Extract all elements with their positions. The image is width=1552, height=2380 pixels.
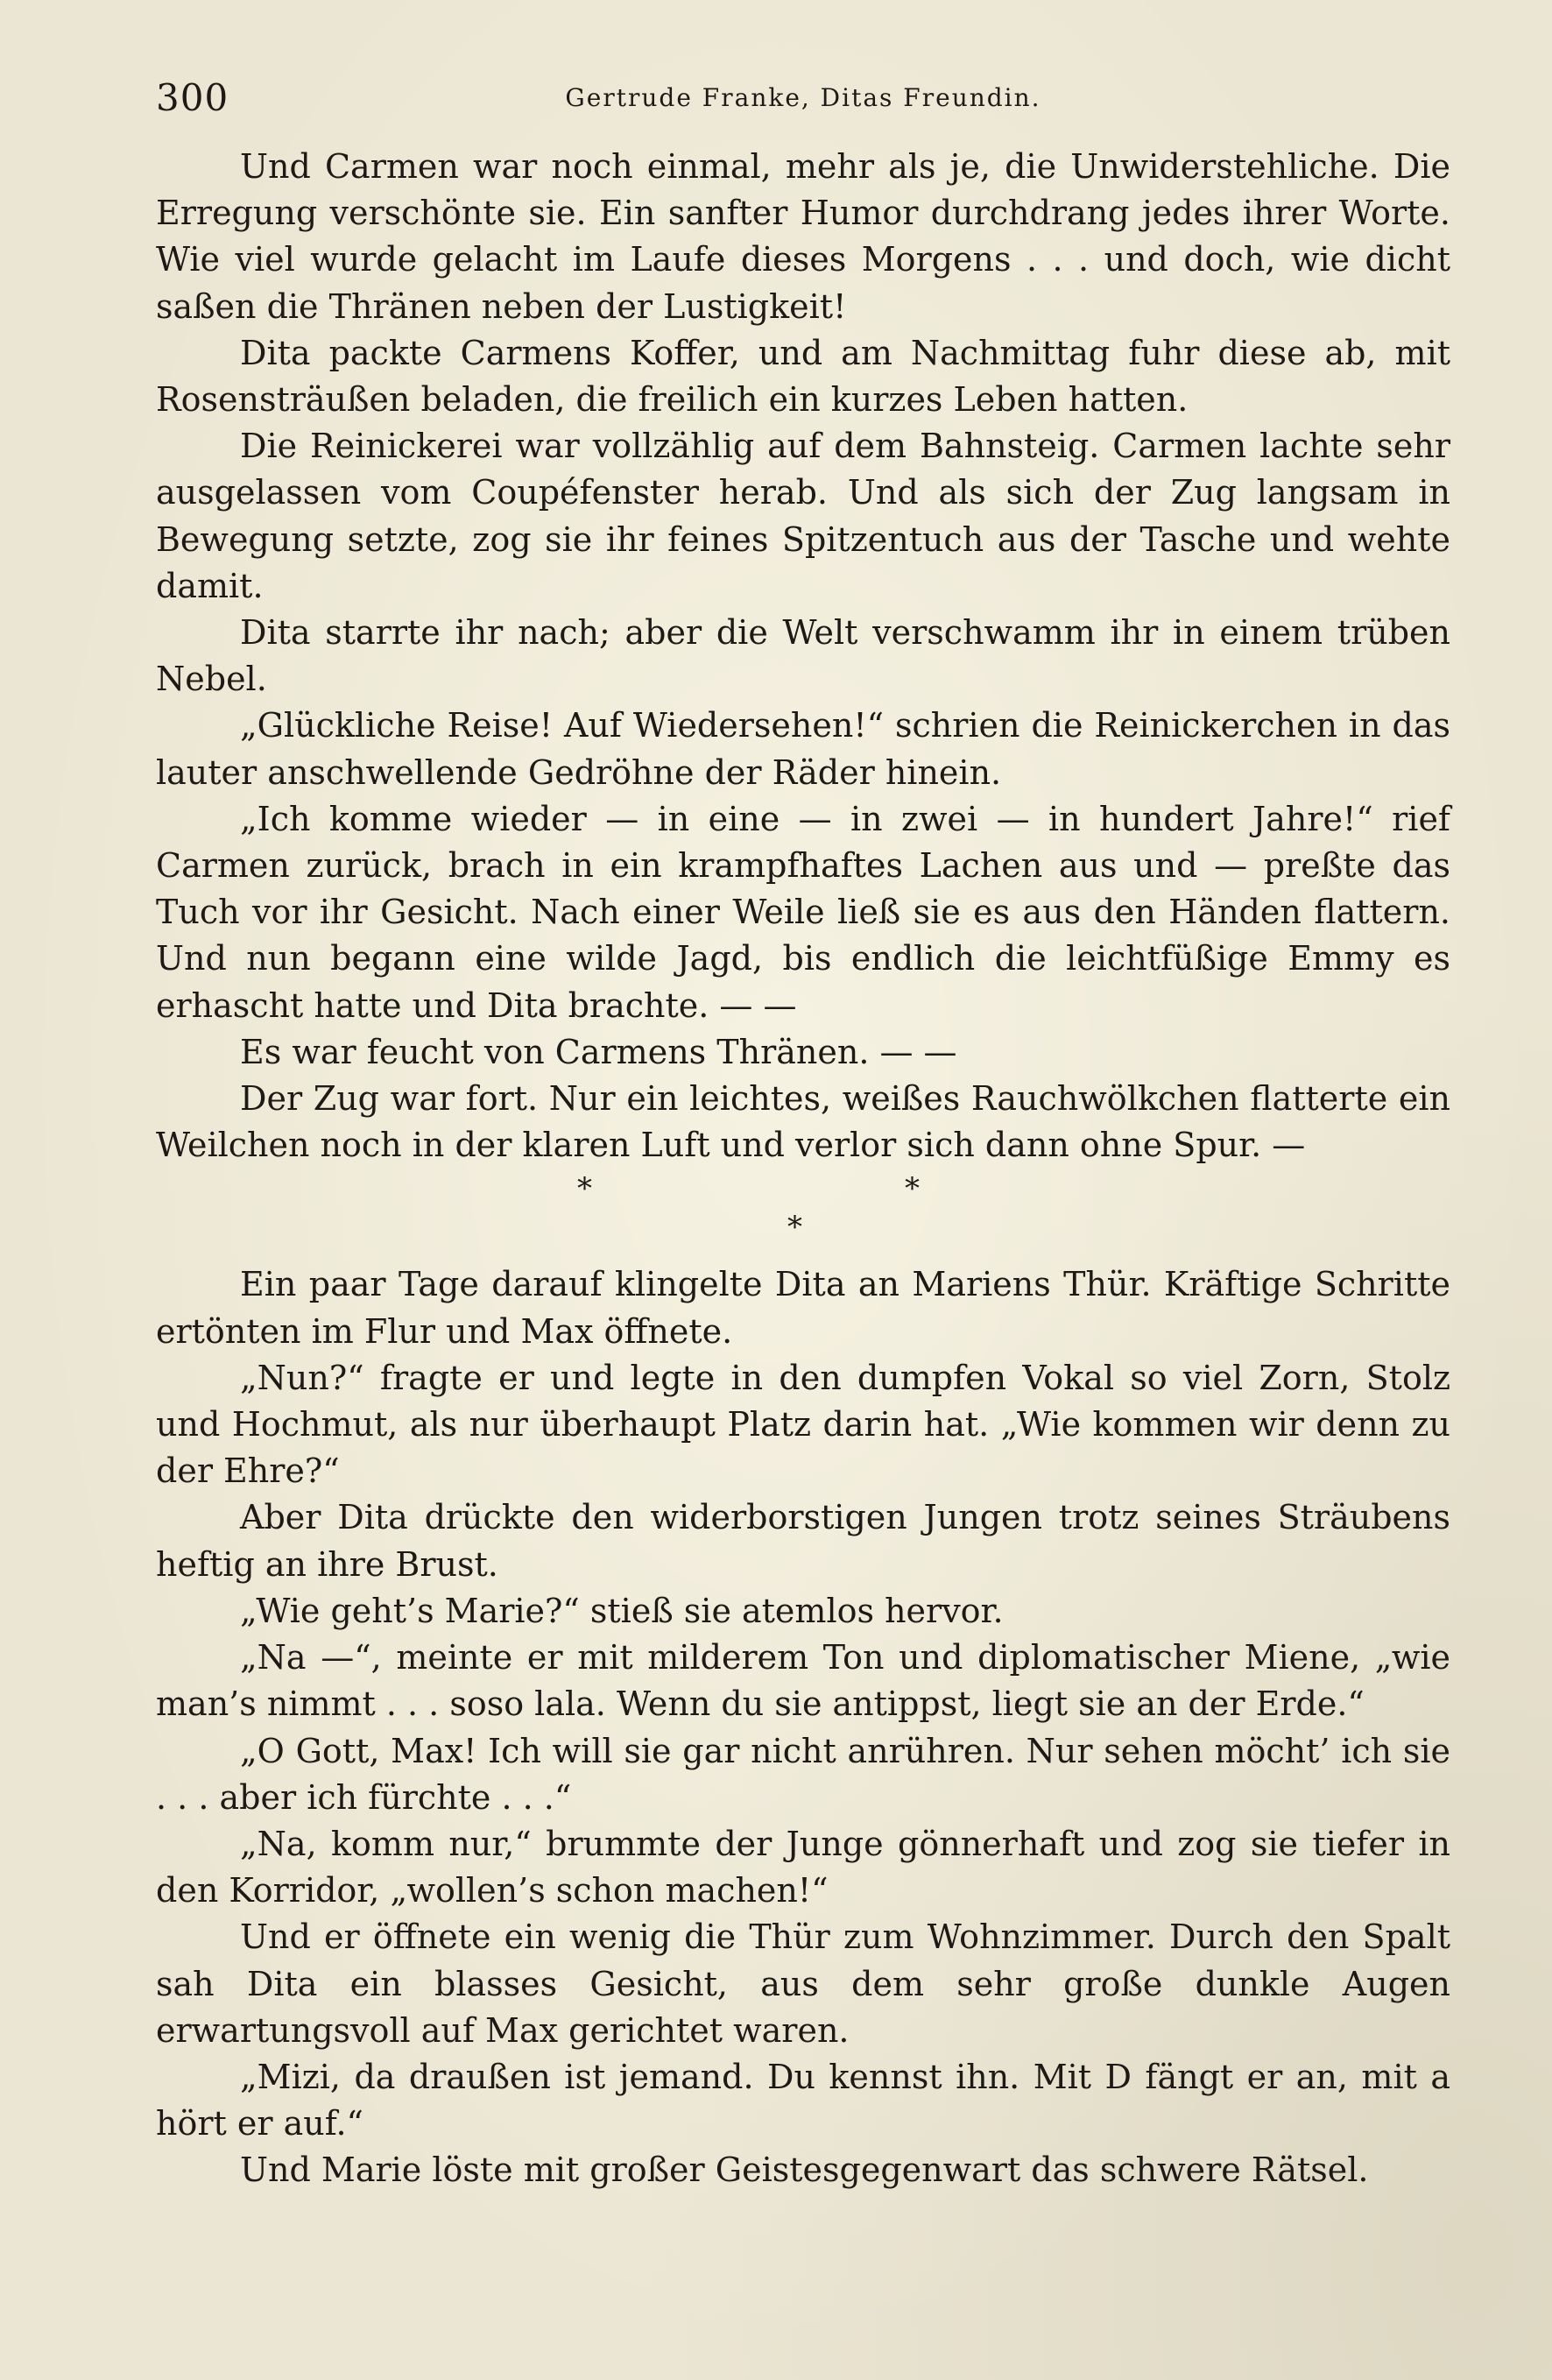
paragraph: Der Zug war fort. Nur ein leichtes, weißes Rauchwölkchen flatterte ein Weilchen noch in der klaren Luft und verlor sich dann ohne Spur. — bbox=[156, 1079, 1450, 1165]
paragraph: Dita packte Carmens Koffer, und am Nachmittag fuhr diese ab, mit Rosensträußen beladen, die freilich ein kurzes Leben hatten. bbox=[156, 333, 1450, 420]
paragraph: „Na —“, meinte er mit milderem Ton und diplomatischer Miene, „wie man’s nimmt . . . soso lala. Wenn du sie antippst, liegt sie an der Erde.“ bbox=[156, 1638, 1450, 1724]
asterism bbox=[156, 1169, 1450, 1261]
asterism-star: * bbox=[577, 1171, 592, 1207]
paragraph: Ein paar Tage darauf klingelte Dita an Mariens Thür. Kräftige Schritte ertönten im Flur und Max öffnete. bbox=[156, 1265, 1450, 1351]
running-title: Gertrude Franke, Ditas Freundin. bbox=[565, 83, 1041, 112]
paragraph: „O Gott, Max! Ich will sie gar nicht anrühren. Nur sehen möcht’ ich sie . . . aber ich fürchte . . .“ bbox=[156, 1731, 1450, 1817]
paragraph: Es war feucht von Carmens Thränen. — — bbox=[240, 1032, 957, 1071]
paragraph: „Nun?“ fragte er und legte in den dumpfen Vokal so viel Zorn, Stolz und Hochmut, als nur überhaupt Platz darin hat. „Wie kommen wir denn zu der Ehre?“ bbox=[156, 1358, 1450, 1491]
paragraph: Die Reinickerei war vollzählig auf dem Bahnsteig. Carmen lachte sehr ausgelassen vom Coupéfenster herab. Und als sich der Zug langsam in Bewegung setzte, zog sie ihr feines Spitzentuch aus der Tasche und wehte damit. bbox=[156, 427, 1450, 605]
paragraph: „Mizi, da draußen ist jemand. Du kennst ihn. Mit D fängt er an, mit a hört er auf.“ bbox=[156, 2057, 1450, 2143]
scene-break bbox=[156, 1169, 1450, 1261]
body-text bbox=[156, 144, 1450, 2194]
paragraph: „Na, komm nur,“ brummte der Junge gönnerhaft und zog sie tiefer in den Korridor, „wollen’s schon machen!“ bbox=[156, 1824, 1450, 1910]
asterism-star: * bbox=[905, 1171, 920, 1207]
paragraph: Und Carmen war noch einmal, mehr als je, die Unwiderstehliche. Die Erregung verschönte sie. Ein sanfter Humor durchdrang jedes ihrer Worte. Wie viel wurde gelacht im Laufe dieses Morgens . . . und doch, wie dicht saßen die Thränen neben der Lustigkeit! bbox=[156, 147, 1450, 326]
paragraph: Und er öffnete ein wenig die Thür zum Wohnzimmer. Durch den Spalt sah Dita ein blasses Gesicht, aus dem sehr große dunkle Augen erwartungsvoll auf Max gerichtet waren. bbox=[156, 1917, 1450, 2050]
page-number: 300 bbox=[156, 76, 229, 119]
running-head bbox=[156, 72, 1450, 124]
asterism-star: * bbox=[787, 1210, 802, 1246]
paragraph: Aber Dita drückte den widerborstigen Jungen trotz seines Sträubens heftig an ihre Brust. bbox=[156, 1498, 1450, 1584]
paragraph: „Glückliche Reise! Auf Wiedersehen!“ schrien die Reinickerchen in das lauter anschwellende Gedröhne der Räder hinein. bbox=[156, 706, 1450, 792]
paragraph: Und Marie löste mit großer Geistesgegenwart das schwere Rätsel. bbox=[240, 2150, 1369, 2190]
paragraph: „Wie geht’s Marie?“ stieß sie atemlos hervor. bbox=[240, 1591, 1004, 1630]
paragraph: Dita starrte ihr nach; aber die Welt verschwamm ihr in einem trüben Nebel. bbox=[156, 613, 1450, 699]
paragraph: „Ich komme wieder — in eine — in zwei — in hundert Jahre!“ rief Carmen zurück, brach in ein krampfhaftes Lachen aus und — preßte das Tuch vor ihr Gesicht. Nach einer Weile ließ sie es aus den Händen flattern. Und nun begann eine wilde Jagd, bis endlich die leichtfüßige Emmy es erhascht hatte und Dita brachte. — — bbox=[156, 799, 1450, 1025]
